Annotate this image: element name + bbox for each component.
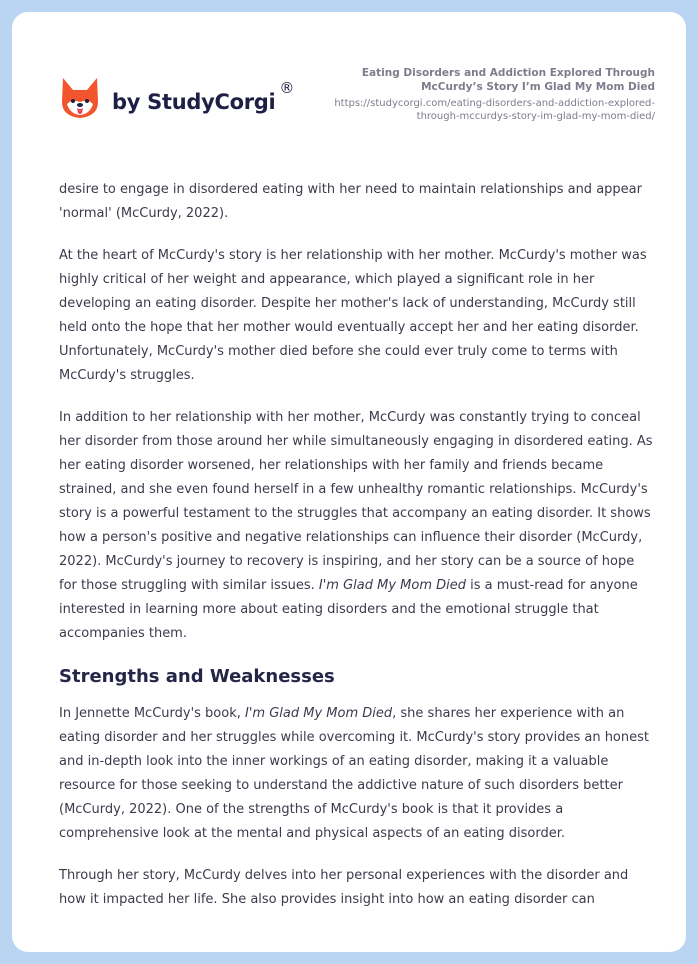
paragraph bbox=[59, 406, 655, 646]
article-body bbox=[59, 178, 655, 930]
page-header bbox=[12, 12, 686, 162]
paragraph: Through her story, McCurdy delves into her personal experiences with the disorder and how it impacted her life. She also provides insight into how an eating disorder can bbox=[59, 868, 629, 907]
document-meta bbox=[315, 66, 655, 123]
registered-mark: ® bbox=[279, 79, 295, 97]
document-card bbox=[12, 12, 686, 952]
book-title: I'm Glad My Mom Died bbox=[318, 578, 466, 593]
paragraph: desire to engage in disordered eating with her need to maintain relationships and appear 'normal' (McCurdy, 2022). bbox=[59, 182, 642, 221]
corgi-icon bbox=[60, 76, 100, 120]
paragraph-text: In Jennette McCurdy's book, bbox=[59, 706, 246, 721]
document-title: Eating Disorders and Addiction Explored Through McCurdy’s Story I’m Glad My Mom Died bbox=[361, 67, 655, 93]
paragraph: At the heart of McCurdy's story is her relationship with her mother. McCurdy's mother was highly critical of her weight and appearance, which played a significant role in her developing an eating disorder. Despite her mother's lack of understanding, McCurdy still held onto the hope that her mother would eventually accept her and her eating disorder. Unfortunately, McCurdy's mother died before she could ever truly come to terms with McCurdy's struggles. bbox=[59, 248, 647, 383]
book-title: I'm Glad My Mom Died bbox=[245, 706, 393, 721]
paragraph bbox=[59, 702, 655, 846]
section-heading: Strengths and Weaknesses bbox=[59, 666, 335, 687]
studycorgi-logo[interactable] bbox=[60, 76, 294, 120]
paragraph-text: is a must-read for anyone interested in learning more about eating disorders and the emotional struggle that accompanies them. bbox=[59, 578, 638, 641]
paragraph-text: , she shares her experience with an eating disorder and her struggles while overcoming it. McCurdy's story provides an honest and in-depth look into the inner workings of an eating disorder, making it a valuable resource for those seeking to understand the addictive nature of such disorders better (McCurdy, 2022). One of the strengths of McCurdy's book is that it provides a comprehensive look at the mental and physical aspects of an eating disorder. bbox=[59, 706, 649, 841]
paragraph-text: In addition to her relationship with her mother, McCurdy was constantly trying to conceal her disorder from those around her while simultaneously engaging in disordered eating. As her eating disorder worsened, her relationships with her family and friends became strained, and she even found herself in a few unhealthy romantic relationships. McCurdy's story is a powerful testament to the struggles that accompany an eating disorder. It shows how a person's positive and negative relationships can influence their disorder (McCurdy, 2022). McCurdy's journey to recovery is inspiring, and her story can be a source of hope for those struggling with similar issues. bbox=[59, 410, 653, 593]
logo-text: by StudyCorgi bbox=[112, 90, 276, 114]
document-url[interactable]: https://studycorgi.com/eating-disorders-and-addiction-explored-through-mccurdys-story-im-glad-my-mom-died/ bbox=[334, 98, 655, 122]
